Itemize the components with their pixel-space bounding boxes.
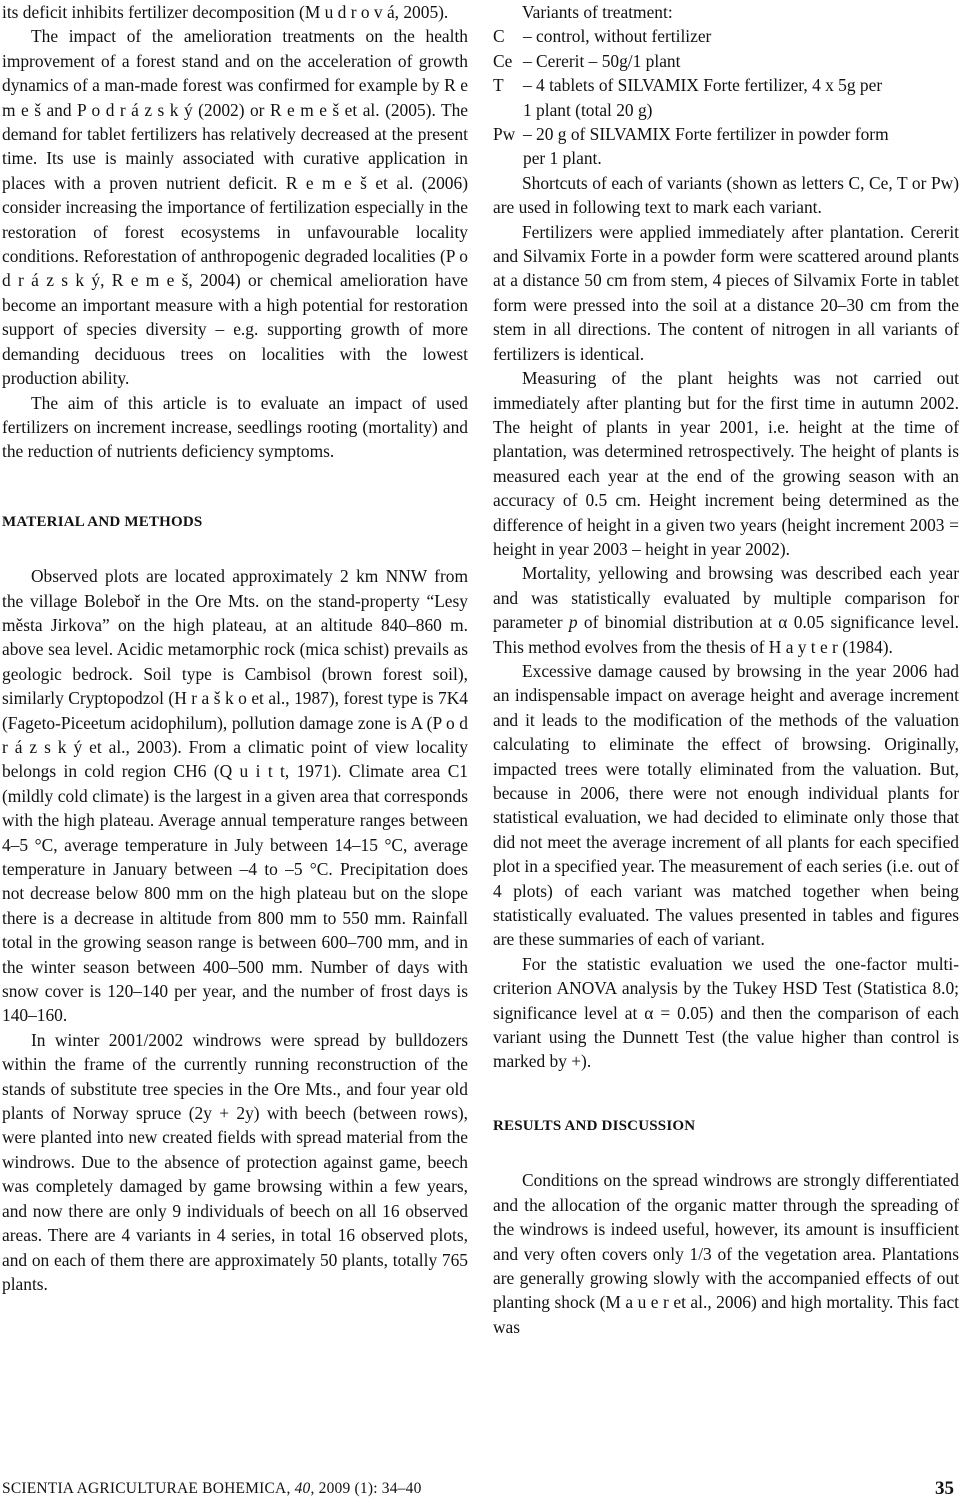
left-paragraph-5: In winter 2001/2002 windrows were spread by bulldozers within the frame of the currently running reconstruction of the stands of substitute tree species in the Ore Mts., and four year old plants of Norway spruce (2y + 2y) with beech (between rows), were planted into new created fields with spread material from the windrows. Due to the absence of protection against game, beech was completely damaged by game browsing within a few years, and now there are only 9 individuals of beech on all 16 observed areas. There are 4 variants in 4 series, in total 16 observed plots, and on each of them there are approximately 50 plants, totally 765 plants. [2,1029,468,1294]
right-paragraph-4-b: of binomial distribution at α 0.05 significance level. This method evolves from the thesis of H a y t e r (1984). [493,612,960,657]
variant-item [493,122,959,146]
variant-code: C [493,26,505,47]
left-paragraph-4: Observed plots are located approximately 2 km NNW from the village Boleboř in the Ore Mts. on the stand-property “Lesy města Jirkova” on the high plateau, at an altitude 840–860 m. above sea level. Acidic metamorphic rock (mica schist) prevails as geologic bedrock. Soil type is Cambisol (brown forest soil), similarly Cryptopodzol (H r a š k o et al., 1987), forest type is 7K4 (Fageto-Piceetum acidophilum), pollution damage zone is A (P o d r á z s k ý et al., 2003). From a climatic point of view locality belongs in cold region CH6 (Q u i t t, 1971). Climate area C1 (mildly cold climate) is the largest in a given area that corresponds with the high plateau. Average annual temperature ranges between 4–5 °C, average temperature in July between 14–15 °C, average temperature in January between –4 to –5 °C. Precipitation does not decrease below 800 mm on the high plateau but on the slope there is a decrease in altitude from 800 mm to 550 mm. Rainfall total in the growing season range is between 600–700 mm, and in the winter season between 400–500 mm. Number of days with snow cover is 120–140 per year, and the number of frost days is 140–160. [2,566,468,1026]
left-column [2,0,468,1296]
right-paragraph-5: Excessive damage caused by browsing in the year 2006 had an indispensable impact on average height and average increment and it leads to the modification of the methods of the valuation calculating to eliminate the effect of browsing. Originally, impacted trees were totally eliminated from the valuation. But, because in 2006, there were not enough individual plants for statistical evaluation, we had decided to eliminate only those that did not meet the average increment of all plants for each specified plot in a specified year. The measurement of each series (i.e. out of 4 plots) of each variant was matched together when being statistically evaluated. The values presented in tables and figures are these summaries of each of variant. [493,660,959,950]
right-paragraph-2: Fertilizers were applied immediately after plantation. Cererit and Silvamix Forte in a powder form were scattered around plants at a distance 50 cm from stem, 4 pieces of Silvamix Forte in tablet form were pressed into the soil at a distance 20–30 cm from the stem in all directions. The content of nitrogen in all variants of fertilizers is identical. [493,221,959,364]
journal-citation [2,1480,422,1498]
variant-code: Pw [493,124,516,145]
parameter-p: p [568,612,578,633]
right-paragraph-3: Measuring of the plant heights was not carried out immediately after planting but for the first time in autumn 2002. The height of plants in year 2001, i.e. height at the time of plantation, was determined retrospectively. The height of plants is measured each year at the end of the growing season with an accuracy of 0.5 cm. Height increment being determined as the difference of height in a given two years (height increment 2003 = height in year 2003 – height in year 2002). [493,368,959,559]
right-paragraph-1: Shortcuts of each of variants (shown as letters C, Ce, T or Pw) are used in following text to mark each variant. [493,172,959,218]
left-paragraph-3: The aim of this article is to evaluate an impact of used fertilizers on increment increase, seedlings rooting (mortality) and the reduction of nutrients deficiency symptoms. [2,392,468,462]
journal-issue: , 2009 (1): 34–40 [310,1480,422,1497]
variants-heading: Variants of treatment: [522,2,673,22]
page-footer [2,1478,954,1500]
variant-code: Ce [493,50,513,71]
right-paragraph-7: Conditions on the spread windrows are strongly differentiated and the allocation of the organic matter through the spreading of the windrows is indeed useful, however, its amount is insufficient and very often covers only 1/3 of the vegetation area. Plantations are generally growing slowly with the accompanied effects of out planting shock (M a u e r et al., 2006) and high mortality. This fact was [493,1170,959,1337]
variants-list [493,0,959,171]
left-paragraph-1: its deficit inhibits fertilizer decomposition (M u d r o v á, 2005). [2,2,449,22]
variant-desc: – Cererit – 50g/1 plant [523,50,681,71]
variant-desc-continued: per 1 plant. [523,148,602,169]
journal-volume: 40 [294,1480,311,1497]
page-number: 35 [935,1478,954,1499]
variant-code: T [493,75,504,96]
variant-item [493,24,959,48]
variant-item [493,49,959,73]
section-heading-results-discussion: RESULTS AND DISCUSSION [493,1117,696,1134]
right-paragraph-4 [493,561,959,659]
right-column [493,0,959,1339]
left-paragraph-2: The impact of the amelioration treatments on the health improvement of a forest stand and on the acceleration of growth dynamics of a man-made forest was confirmed for example by R e m e š and P o d r á z s k ý (2002) or R e m e š et al. (2005). The demand for tablet fertilizers has relatively decreased at the present time. Its use is mainly associated with curative application in places with a proven nutrient deficit. R e m e š et al. (2006) consider increasing the importance of fertilization especially in the restoration of forest ecosystems in unfavourable locality conditions. Reforestation of anthropogenic degraded localities (P o d r á z s k ý, R e m e š, 2004) or chemical amelioration have become an important measure with a high potential for restoration support of species diversity – e.g. supporting growth of more demanding deciduous trees on localities with the lowest production ability. [2,26,468,389]
journal-name: SCIENTIA AGRICULTURAE BOHEMICA, [2,1480,291,1497]
right-paragraph-4-a: Mortality, yellowing and browsing was described each year and was statistically evaluated by multiple comparison for parameter [493,563,959,633]
variant-desc: – control, without fertilizer [523,26,712,47]
variant-desc: – 4 tablets of SILVAMIX Forte fertilizer, 4 x 5g per [523,75,883,96]
variant-desc: – 20 g of SILVAMIX Forte fertilizer in powder form [523,124,889,145]
right-paragraph-6: For the statistic evaluation we used the one-factor multi-criterion ANOVA analysis by the Tukey HSD Test (Statistica 8.0; significance level at α = 0.05) and then the comparison of each variant using the Dunnett Test (the value higher than control is marked by +). [493,953,959,1072]
variant-item [493,73,959,97]
section-heading-material-methods: MATERIAL AND METHODS [2,513,203,530]
variant-desc-continued: 1 plant (total 20 g) [523,99,653,120]
